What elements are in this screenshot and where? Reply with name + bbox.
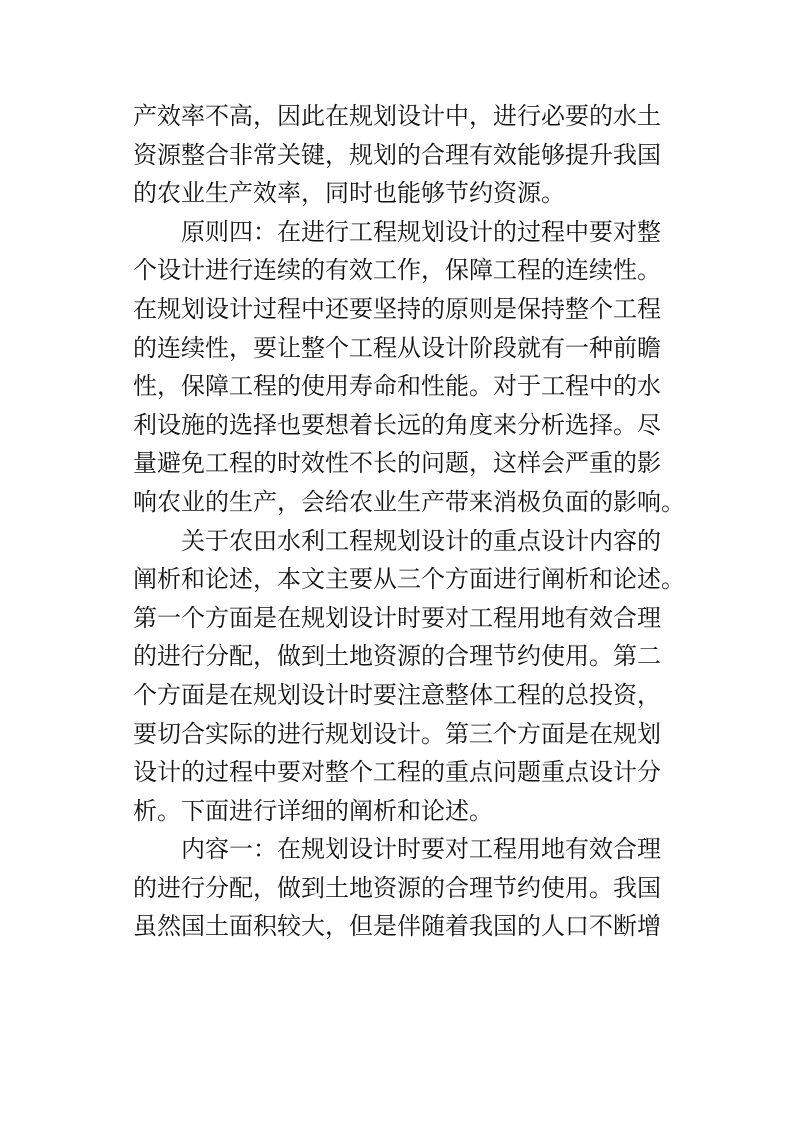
text-line: 的进行分配，做到土地资源的合理节约使用。我国 <box>133 873 661 902</box>
text-line: 第一个方面是在规划设计时要对工程用地有效合理 <box>133 603 661 632</box>
paragraph-start-line: 原则四：在进行工程规划设计的过程中要对整 <box>181 217 661 246</box>
text-line: 性，保障工程的使用寿命和性能。对于工程中的水 <box>133 372 661 401</box>
paragraph-start-line: 内容一：在规划设计时要对工程用地有效合理 <box>181 835 661 864</box>
text-line: 资源整合非常关键，规划的合理有效能够提升我国 <box>133 140 661 169</box>
text-line: 个方面是在规划设计时要注意整体工程的总投资， <box>133 680 661 709</box>
text-line: 析。下面进行详细的阐析和论述。 <box>133 796 493 825</box>
paragraph-start-line: 关于农田水利工程规划设计的重点设计内容的 <box>181 526 661 555</box>
body-text <box>133 97 685 946</box>
text-line: 要切合实际的进行规划设计。第三个方面是在规划 <box>133 719 661 748</box>
text-line: 阐析和论述，本文主要从三个方面进行阐析和论述。 <box>133 565 685 594</box>
text-line: 在规划设计过程中还要坚持的原则是保持整个工程 <box>133 294 661 323</box>
text-line: 设计的过程中要对整个工程的重点问题重点设计分 <box>133 758 661 787</box>
text-line: 的农业生产效率，同时也能够节约资源。 <box>133 179 565 208</box>
text-line: 利设施的选择也要想着长远的角度来分析选择。尽 <box>133 410 661 439</box>
text-line: 量避免工程的时效性不长的问题，这样会严重的影 <box>133 449 661 478</box>
text-line: 的进行分配，做到土地资源的合理节约使用。第二 <box>133 642 661 671</box>
text-line: 个设计进行连续的有效工作，保障工程的连续性。 <box>133 256 661 285</box>
text-line: 的连续性，要让整个工程从设计阶段就有一种前瞻 <box>133 333 661 362</box>
text-line: 产效率不高，因此在规划设计中，进行必要的水土 <box>133 102 661 130</box>
text-line: 响农业的生产，会给农业生产带来消极负面的影响。 <box>133 487 685 516</box>
text-line: 虽然国土面积较大，但是伴随着我国的人口不断增 <box>133 912 661 941</box>
